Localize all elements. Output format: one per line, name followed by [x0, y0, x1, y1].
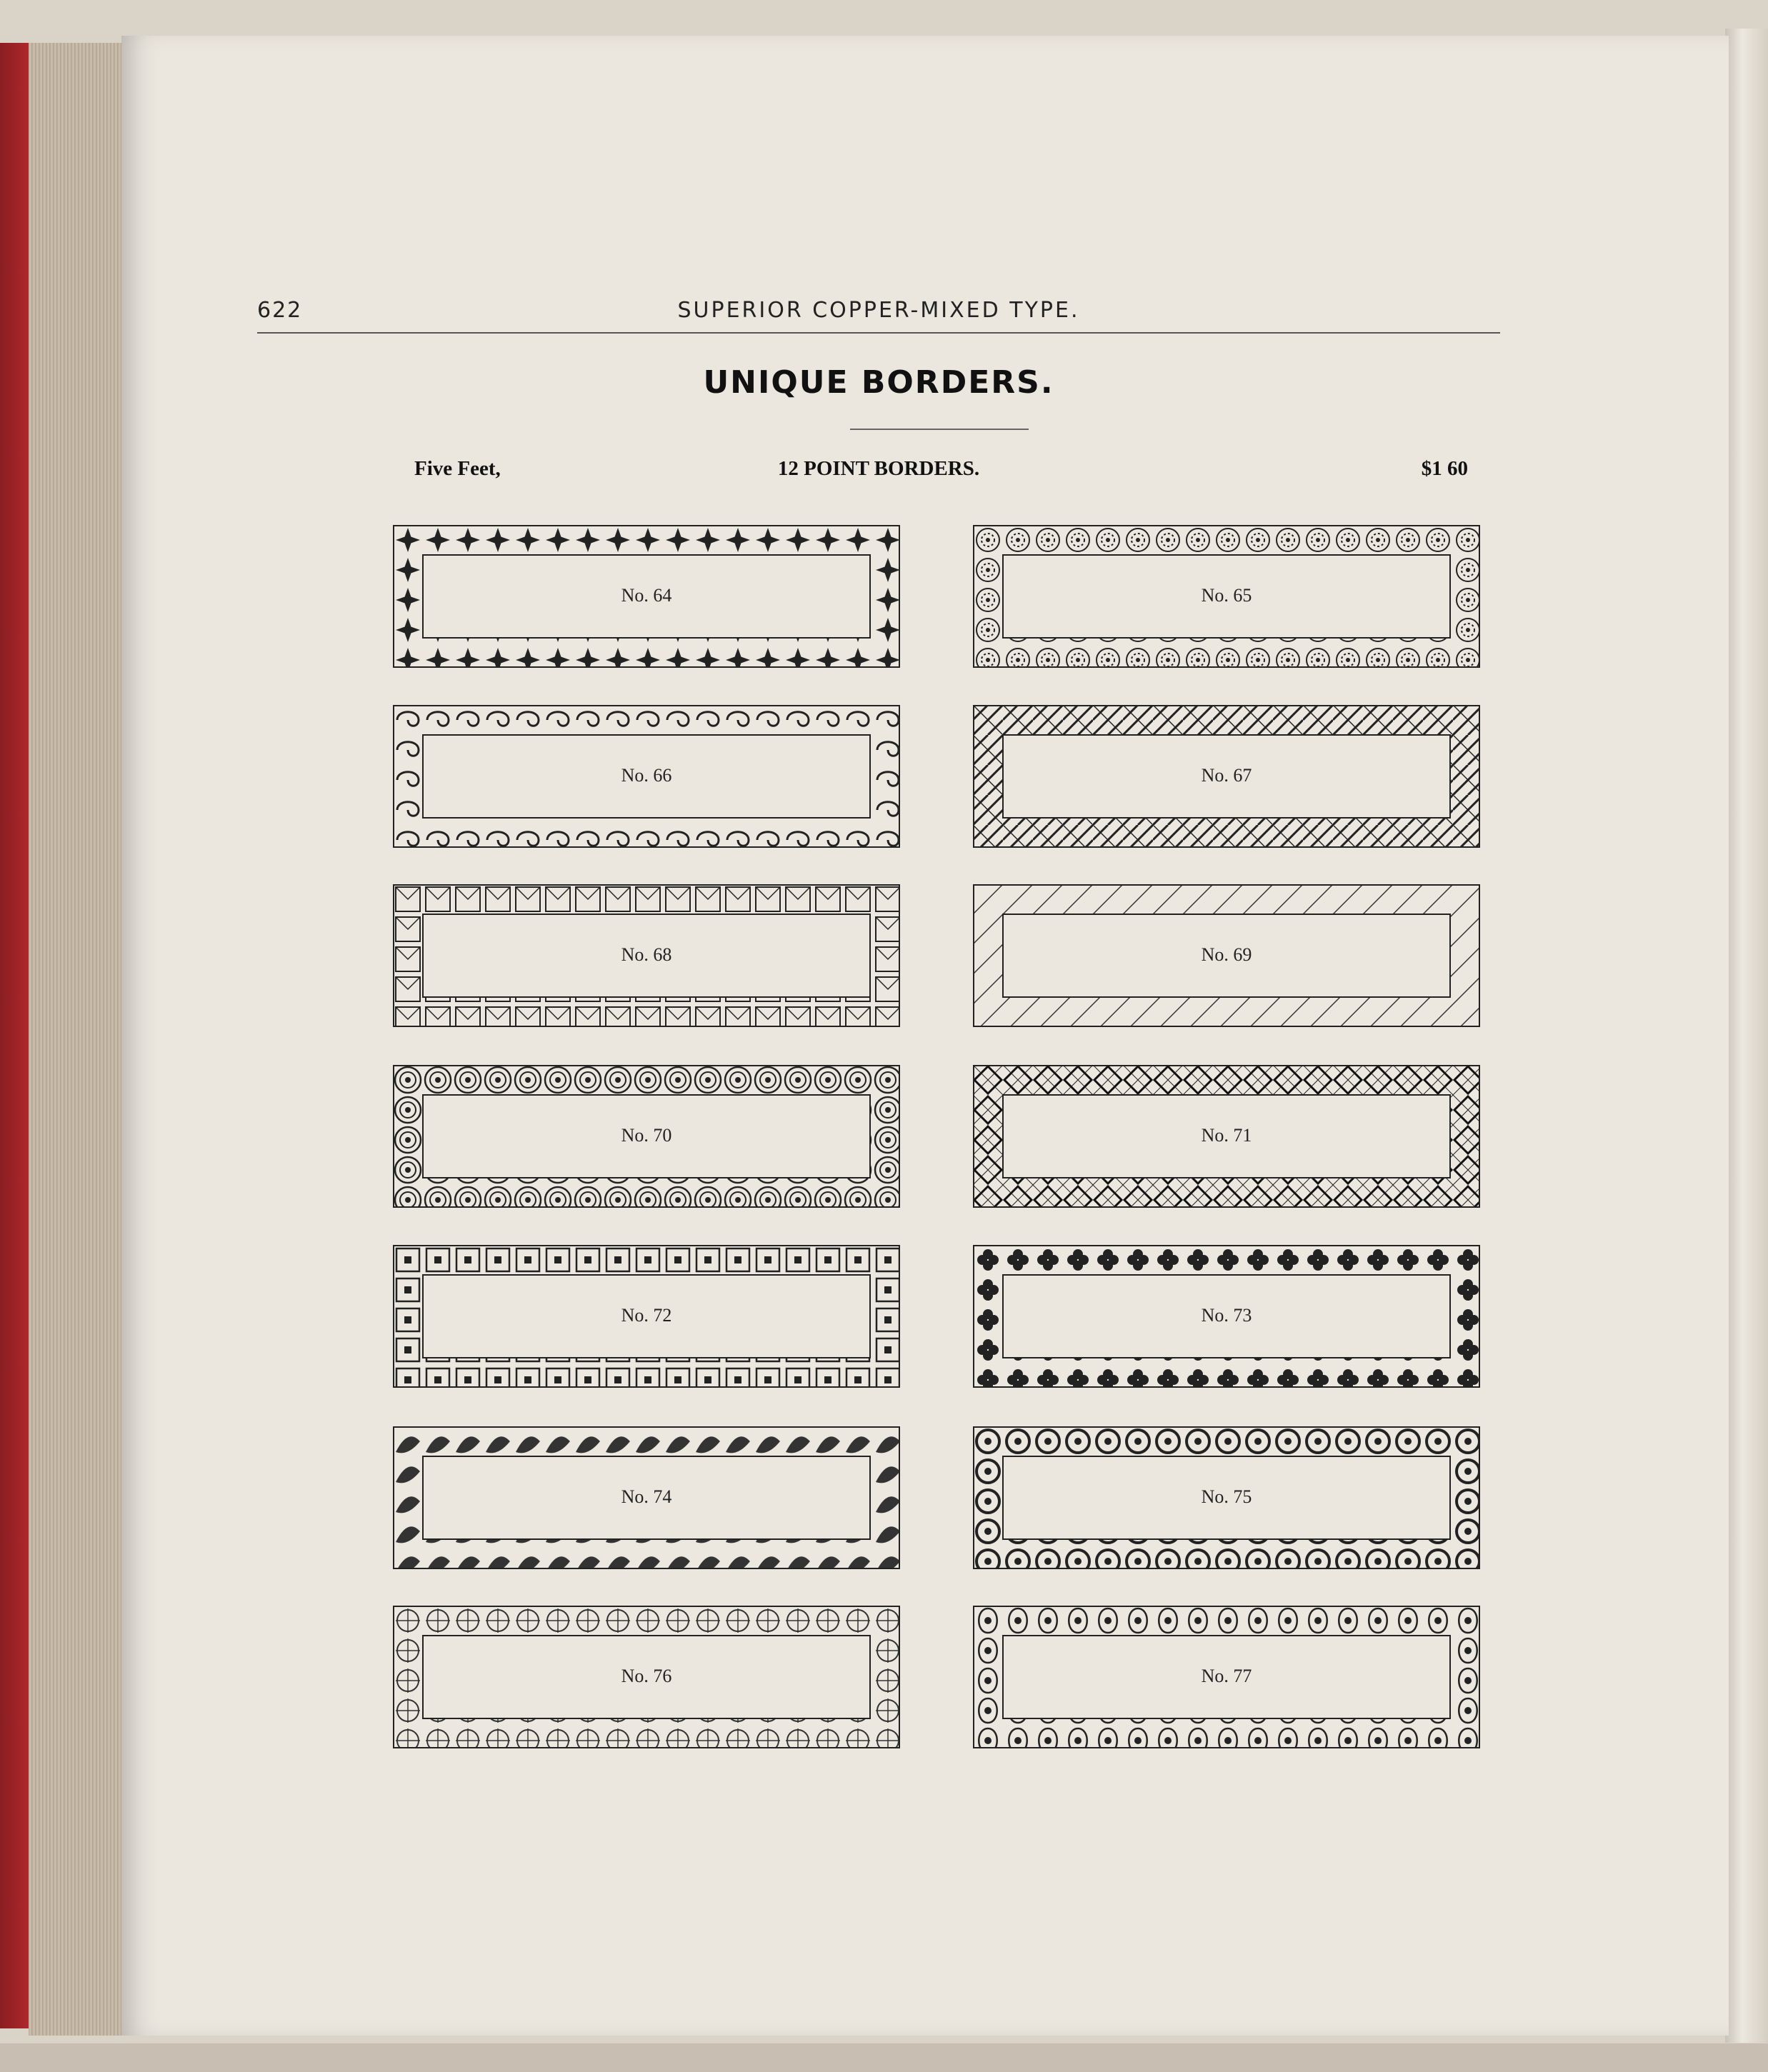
border-number-label: No. 74	[621, 1486, 672, 1507]
title-rule	[850, 429, 1029, 430]
price-label: $1 60	[1421, 457, 1468, 480]
catalog-page	[121, 36, 1729, 2036]
border-number-label: No. 64	[621, 585, 672, 606]
border-sample	[393, 1606, 900, 1748]
border-number-label: No. 75	[1201, 1486, 1252, 1507]
length-label: Five Feet,	[414, 457, 501, 480]
border-sample	[973, 1606, 1480, 1748]
facing-page-edge	[1725, 29, 1768, 2043]
border-sample	[393, 1245, 900, 1388]
border-number-label: No. 73	[1201, 1305, 1252, 1326]
border-sample	[393, 705, 900, 848]
border-sample	[973, 705, 1480, 848]
border-sample	[393, 1426, 900, 1569]
size-label: 12 POINT BORDERS.	[777, 457, 980, 480]
running-title: SUPERIOR COPPER-MIXED TYPE.	[677, 298, 1080, 323]
border-sample	[973, 1426, 1480, 1569]
border-number-label: No. 66	[621, 765, 672, 786]
page-title: UNIQUE BORDERS.	[703, 364, 1054, 401]
border-number-label: No. 70	[621, 1125, 672, 1146]
border-sample	[973, 1065, 1480, 1208]
book-cover-bottom	[0, 2043, 1768, 2072]
page-edges	[29, 43, 136, 2036]
border-number-label: No. 69	[1201, 944, 1252, 965]
border-number-label: No. 76	[621, 1666, 672, 1686]
border-sample	[973, 884, 1480, 1027]
border-sample	[393, 525, 900, 668]
border-sample	[973, 1245, 1480, 1388]
border-sample	[393, 1065, 900, 1208]
border-sample	[393, 884, 900, 1027]
border-number-label: No. 72	[621, 1305, 672, 1326]
border-number-label: No. 65	[1201, 585, 1252, 606]
border-number-label: No. 77	[1201, 1666, 1252, 1686]
border-number-label: No. 67	[1201, 765, 1252, 786]
border-number-label: No. 71	[1201, 1125, 1252, 1146]
border-sample	[973, 525, 1480, 668]
border-number-label: No. 68	[621, 944, 672, 965]
running-header	[257, 261, 1500, 334]
page-number: 622	[257, 298, 303, 323]
